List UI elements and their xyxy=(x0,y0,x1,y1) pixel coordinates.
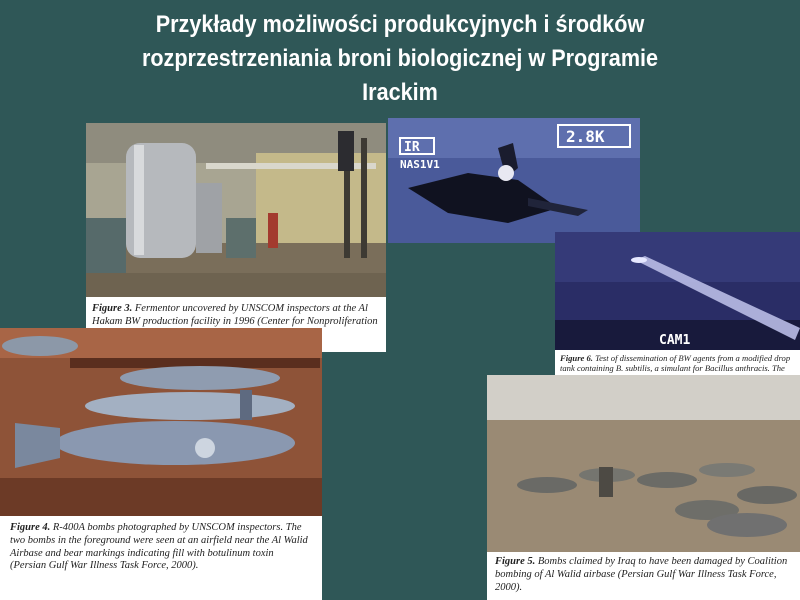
title-line-2: rozprzestrzeniania broni biologicznej w Programie xyxy=(141,45,659,72)
title-line-3: Irackim xyxy=(362,79,438,106)
figure-4-caption xyxy=(0,516,322,600)
figure-4-label: Figure 4. xyxy=(10,522,51,533)
infrared-scene xyxy=(388,118,640,243)
figure-3-label: Figure 3. xyxy=(92,303,133,314)
ir-code-label: NAS1V1 xyxy=(400,158,440,171)
infrared-video-still xyxy=(388,118,640,243)
fermentor-illustration xyxy=(86,123,386,297)
title-line-1: Przykłady możliwości produkcyjnych i środków xyxy=(155,11,645,38)
figure-4-text: R-400A bombs photographed by UNSCOM inspectors. The two bombs in the foreground were seen at an airfield near the Al Walid Airbase and bear markings indicating fill with botulinum toxin (Persian Gulf War Illness Task Force, 2000). xyxy=(10,522,308,572)
drop-tank-test-photo xyxy=(555,232,800,350)
figure-5-text: Bombs claimed by Iraq to have been damaged by Coalition bombing of Al Walid airbase (Persian Gulf War Illness Task Force, 2000). xyxy=(495,556,788,593)
camera-label: CAM1 xyxy=(659,333,691,348)
figure-5-caption xyxy=(487,552,800,600)
airbase-scene xyxy=(487,375,800,552)
figure-6-text: Test of dissemination of BW agents from a modified drop tank containing B. subtilis, a simulant for Bacillus anthracis. The xyxy=(560,353,791,374)
bombs-scene xyxy=(0,328,322,516)
damaged-bombs-photo xyxy=(487,375,800,552)
figure-3-text: Fermentor uncovered by UNSCOM inspectors at the Al Hakam BW production facility in 1996 (Center for Nonproliferation xyxy=(92,303,378,327)
fermentor-photo xyxy=(86,123,386,297)
figure-6-label: Figure 6. xyxy=(560,353,593,363)
r400a-bombs-photo xyxy=(0,328,322,516)
slide-title xyxy=(40,8,760,110)
ir-range-readout: 2.8K xyxy=(566,127,605,146)
figure-5-label: Figure 5. xyxy=(495,556,536,567)
ir-mode-label: IR xyxy=(404,140,420,155)
dissemination-scene xyxy=(555,232,800,350)
